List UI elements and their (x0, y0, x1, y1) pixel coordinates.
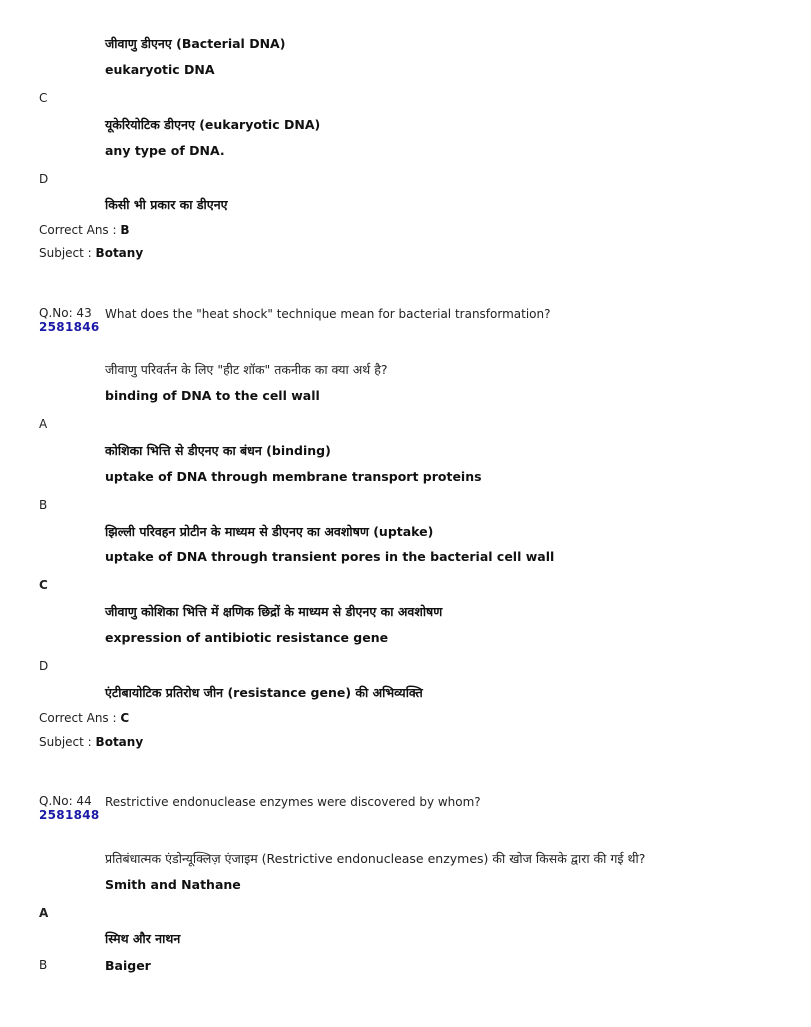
q42-option-c-english: eukaryotic DNA (105, 62, 215, 77)
subject-label: Subject : (39, 735, 92, 749)
q44-option-a-english: Smith and Nathane (105, 877, 241, 892)
q43-option-d-marker: D (39, 659, 49, 673)
q43-number: Q.No: 43 (39, 306, 92, 320)
q44-question-english: Restrictive endonuclease enzymes were discovered by whom? (105, 795, 481, 809)
q43-option-a-marker: A (39, 417, 48, 431)
q42-option-c-hindi: यूकेरियोटिक डीएनए (eukaryotic DNA) (105, 117, 321, 132)
q43-option-b-english: uptake of DNA through membrane transport proteins (105, 469, 482, 484)
q44-option-b-english: Baiger (105, 958, 151, 973)
q43-option-d-hindi: एंटीबायोटिक प्रतिरोध जीन (resistance gene) की अभिव्यक्ति (105, 685, 423, 700)
correct-answer-label: Correct Ans : (39, 223, 117, 237)
q43-option-a-hindi: कोशिका भित्ति से डीएनए का बंधन (binding) (105, 443, 331, 458)
q43-option-a-english: binding of DNA to the cell wall (105, 388, 320, 403)
q43-option-b-hindi: झिल्ली परिवहन प्रोटीन के माध्यम से डीएनए का अवशोषण (uptake) (105, 524, 434, 539)
q42-correct-answer (39, 222, 130, 238)
q44-option-b-marker: B (39, 958, 48, 972)
q42-option-d-marker: D (39, 172, 49, 186)
q44-option-a-marker: A (39, 906, 49, 920)
q42-option-d-english: any type of DNA. (105, 143, 225, 158)
q43-option-d-english: expression of antibiotic resistance gene (105, 630, 389, 645)
q43-option-c-hindi: जीवाणु कोशिका भित्ति में क्षणिक छिद्रों के माध्यम से डीएनए का अवशोषण (105, 604, 443, 619)
q42-option-c-marker: C (39, 91, 48, 105)
correct-answer-value: C (120, 711, 130, 725)
subject-value: Botany (95, 735, 144, 749)
q43-option-c-english: uptake of DNA through transient pores in the bacterial cell wall (105, 549, 555, 564)
q44-option-a-hindi: स्मिथ और नाथन (105, 931, 181, 946)
q43-option-b-marker: B (39, 498, 48, 512)
q43-subject (39, 734, 143, 750)
q43-id: 2581846 (39, 320, 100, 334)
q42-option-d-hindi: किसी भी प्रकार का डीएनए (105, 197, 228, 212)
subject-label: Subject : (39, 246, 92, 260)
q43-correct-answer (39, 710, 129, 726)
q44-number: Q.No: 44 (39, 794, 92, 808)
q42-option-b-hindi: जीवाणु डीएनए (Bacterial DNA) (105, 36, 286, 51)
correct-answer-label: Correct Ans : (39, 711, 117, 725)
subject-value: Botany (95, 246, 144, 260)
q43-question-hindi: जीवाणु परिवर्तन के लिए "हीट शॉक" तकनीक का क्या अर्थ है? (105, 362, 388, 377)
q44-question-hindi: प्रतिबंधात्मक एंडोन्यूक्लिज़ एंजाइम (Restrictive endonuclease enzymes) की खोज किसके द्वारा की गई थी? (105, 851, 646, 866)
correct-answer-value: B (120, 223, 130, 237)
q44-id: 2581848 (39, 808, 100, 822)
q42-subject (39, 245, 143, 261)
q43-question-english: What does the "heat shock" technique mean for bacterial transformation? (105, 307, 551, 321)
q43-option-c-marker: C (39, 578, 48, 592)
